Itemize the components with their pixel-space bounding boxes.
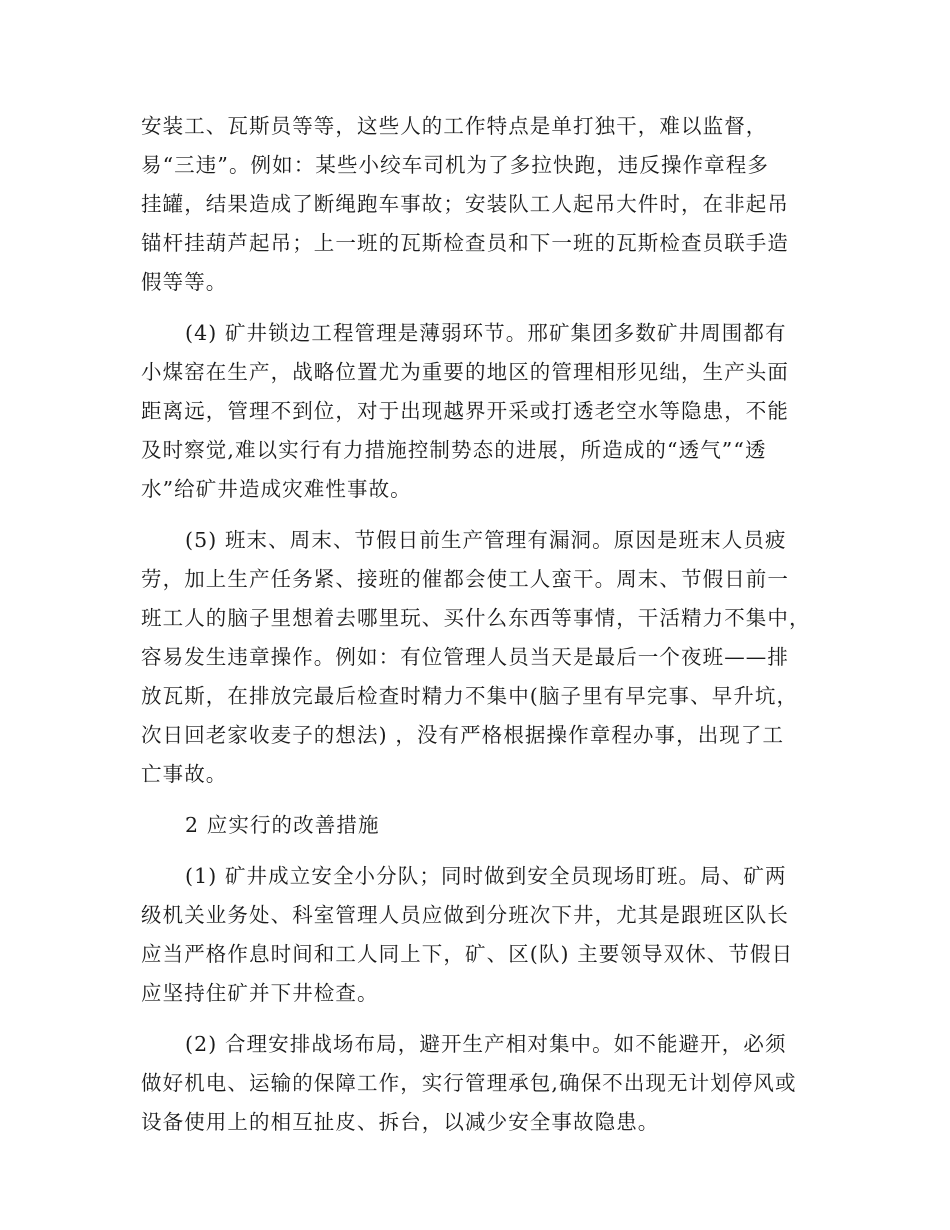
text-line: 假等等。 (141, 270, 228, 294)
text-line: 班工人的脑子里想着去哪里玩、买什么东西等事情，干活精力不集中， (141, 606, 811, 630)
text-line: 安装工、瓦斯员等等，这些人的工作特点是单打独干，难以监督， (141, 114, 768, 138)
text-line: (5) 班末、周末、节假日前生产管理有漏洞。原因是班末人员疲 (185, 528, 787, 552)
text-line: 劳，加上生产任务紧、接班的催都会使工人蛮干。周末、节假日前一 (141, 567, 789, 591)
text-line: 设备使用上的相互扯皮、拆台，以减少安全事故隐患。 (141, 1110, 660, 1134)
text-line: (1) 矿井成立安全小分队；同时做到安全员现场盯班。局、矿两 (185, 864, 787, 888)
text-line: 及时察觉,难以实行有力措施控制势态的进展，所造成的“透气”“透 (141, 438, 767, 462)
text-line: 水”给矿井造成灾难性事故。 (141, 477, 412, 501)
text-line: (4) 矿井锁边工程管理是薄弱环节。邢矿集团多数矿井周围都有 (185, 321, 787, 345)
text-line: 易“三违”。例如：某些小绞车司机为了多拉快跑，违反操作章程多 (141, 153, 769, 177)
text-line: 亡事故。 (141, 762, 228, 786)
text-line: (2) 合理安排战场布局，避开生产相对集中。如不能避开，必须 (185, 1032, 787, 1056)
text-line: 应坚持住矿并下井检查。 (141, 981, 379, 1005)
text-line: 次日回老家收麦子的想法) ，没有严格根据操作章程办事，出现了工 (141, 723, 785, 747)
text-line: 放瓦斯，在排放完最后检查时精力不集中(脑子里有早完事、早升坑， (141, 684, 799, 708)
text-line: 挂罐，结果造成了断绳跑车事故；安装队工人起吊大件时，在非起吊 (141, 192, 789, 216)
text-line: 级机关业务处、科室管理人员应做到分班次下井，尤其是跟班区队长 (141, 903, 789, 927)
text-line: 距离远，管理不到位，对于出现越界开采或打透老空水等隐患，不能 (141, 399, 789, 423)
text-line: 做好机电、运输的保障工作，实行管理承包,确保不出现无计划停风或 (141, 1071, 797, 1095)
text-line: 锚杆挂葫芦起吊；上一班的瓦斯检查员和下一班的瓦斯检查员联手造 (141, 231, 789, 255)
text-line: 容易发生违章操作。例如：有位管理人员当天是最后一个夜班——排 (141, 645, 789, 669)
text-line: 应当严格作息时间和工人同上下，矿、区(队) 主要领导双休、节假日 (141, 942, 794, 966)
section-heading-text: 2 应实行的改善措施 (185, 813, 380, 837)
text-line: 小煤窑在生产，战略位置尤为重要的地区的管理相形见绌，生产头面 (141, 360, 789, 384)
